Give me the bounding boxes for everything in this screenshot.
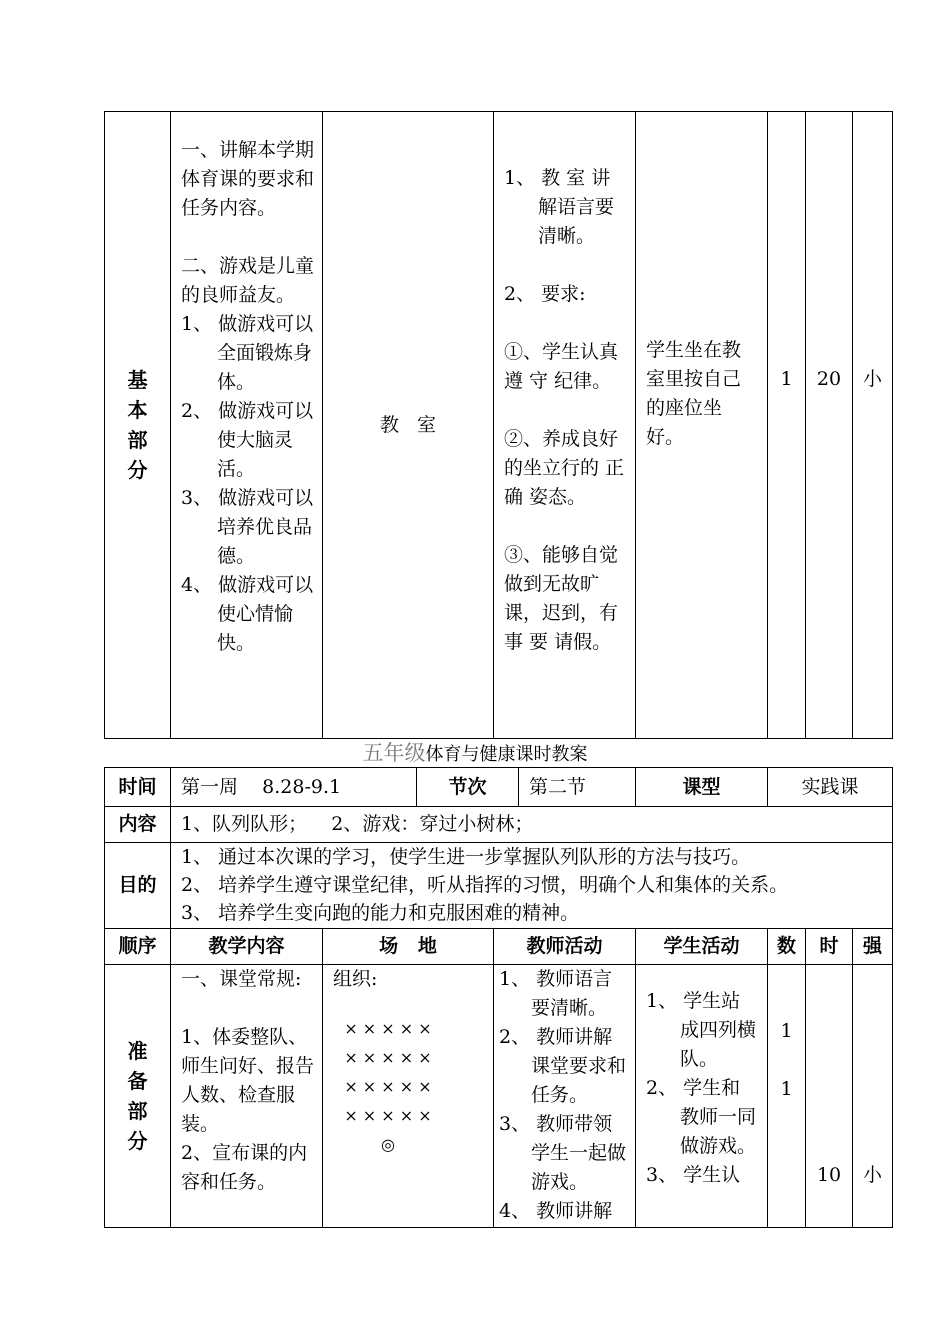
prep-student-line: 1、 学生站成四列横队。 xyxy=(646,990,757,1070)
goal-item: 1、 通过本次课的学习，使学生进一步掌握队列队形的方法与技巧。 xyxy=(181,846,751,868)
basic-teacher-line: 1、 教 室 讲解语言要清晰。 xyxy=(504,167,615,247)
basic-intensity: 小 xyxy=(862,368,882,390)
header-content: 教学内容 xyxy=(171,929,323,965)
header-order: 顺序 xyxy=(105,929,171,965)
basic-teacher-line: ②、养成良好的坐立行的 正 确 姿态。 xyxy=(504,428,625,508)
basic-venue: 教 室 xyxy=(323,112,494,739)
basic-count: 1 xyxy=(780,368,793,390)
prep-student-line: 2、 学生和教师一同做游戏。 xyxy=(646,1077,757,1157)
prep-teacher-line: 2、 教师讲解课堂要求和任务。 xyxy=(499,1026,627,1106)
session-value: 第二节 xyxy=(529,775,587,798)
basic-content-item: 3、 做游戏可以培养优良品德。 xyxy=(181,487,314,567)
prep-content: 一、课堂常规: 1、体委整队、师生问好、报告人数、检查服装。 2、宣布课的内容和任务。 xyxy=(181,968,315,1193)
prep-venue-label: 组织: xyxy=(333,968,378,990)
prep-time: 10 xyxy=(816,1164,842,1186)
prep-teacher-line: 1、 教师语言要清晰。 xyxy=(499,968,613,1019)
basic-content-item: 2、 做游戏可以使大脑灵活。 xyxy=(181,400,314,480)
goal-item: 3、 培养学生变向跑的能力和克服困难的精神。 xyxy=(181,902,580,924)
grade-label: 五年级 xyxy=(362,741,426,765)
basic-time-cell xyxy=(806,112,853,739)
content-value: 1、队列队形； 2、游戏：穿过小树林； xyxy=(171,807,893,843)
type-label: 课型 xyxy=(636,768,768,807)
basic-content-cell xyxy=(171,112,323,739)
header-intensity: 强 xyxy=(853,929,893,965)
basic-time: 20 xyxy=(816,368,842,390)
basic-count-cell xyxy=(768,112,806,739)
prep-teacher-cell xyxy=(494,965,636,1228)
basic-content-part2: 二、游戏是儿童的良师益友。 xyxy=(181,255,315,306)
goals-cell xyxy=(171,843,893,929)
basic-intensity-cell xyxy=(853,112,893,739)
basic-student-text: 学生坐在教室里按自己的座位坐好。 xyxy=(646,339,742,448)
prep-formation: × × × × × × × × × × × × × × × × × × × × ◎ xyxy=(344,1019,432,1154)
heading-title: 体育与健康课时教案 xyxy=(425,744,588,765)
prep-venue-cell xyxy=(323,965,494,1228)
section-label-prep: 准 备 部 分 xyxy=(105,965,171,1228)
prep-teacher-line: 4、 教师讲解 xyxy=(499,1200,613,1222)
header-time: 时 xyxy=(806,929,853,965)
session-label xyxy=(417,768,636,807)
basic-student-cell xyxy=(636,112,768,739)
header-student: 学生活动 xyxy=(636,929,768,965)
basic-teacher-line: 2、 要求: xyxy=(504,283,586,305)
content-label: 内容 xyxy=(105,807,171,843)
lesson-plan-table xyxy=(104,767,893,1228)
time-label: 时间 xyxy=(105,768,171,807)
basic-content-part1: 一、讲解本学期体育课的要求和任务内容。 xyxy=(181,139,315,219)
goal-item: 2、 培养学生遵守课堂纪律，听从指挥的习惯，明确个人和集体的关系。 xyxy=(181,874,789,896)
lesson-plan-heading xyxy=(0,741,950,767)
basic-content-item: 4、 做游戏可以使心情愉快。 xyxy=(181,574,314,654)
goal-label: 目的 xyxy=(105,843,171,929)
header-count: 数 xyxy=(768,929,806,965)
header-teacher: 教师活动 xyxy=(494,929,636,965)
prep-student-line: 3、 学生认 xyxy=(646,1164,741,1186)
prep-count: 1 1 xyxy=(780,1020,793,1100)
basic-content-item: 1、 做游戏可以全面锻炼身体。 xyxy=(181,313,314,393)
prep-time-cell xyxy=(806,965,853,1228)
basic-teacher-cell xyxy=(494,112,636,739)
section-label-basic: 基 本 部 分 xyxy=(105,112,171,739)
time-value: 第一周 8.28-9.1 xyxy=(171,768,417,807)
basic-teacher-line: ①、学生认真 遵 守 纪律。 xyxy=(504,341,619,392)
prep-content-cell xyxy=(171,965,323,1228)
prep-student-cell xyxy=(636,965,768,1228)
basic-teacher-line: ③、能够自觉做到无故旷课，迟到，有 事 要 请假。 xyxy=(504,544,619,653)
prep-intensity-cell xyxy=(853,965,893,1228)
prep-intensity: 小 xyxy=(863,1164,883,1186)
prep-teacher-line: 3、 教师带领学生一起做游戏。 xyxy=(499,1113,627,1193)
header-venue: 场 地 xyxy=(323,929,494,965)
type-value: 实践课 xyxy=(768,768,893,807)
session-label-text: 节次 xyxy=(417,768,519,806)
prep-count-cell xyxy=(768,965,806,1228)
basic-part-table xyxy=(104,111,893,739)
